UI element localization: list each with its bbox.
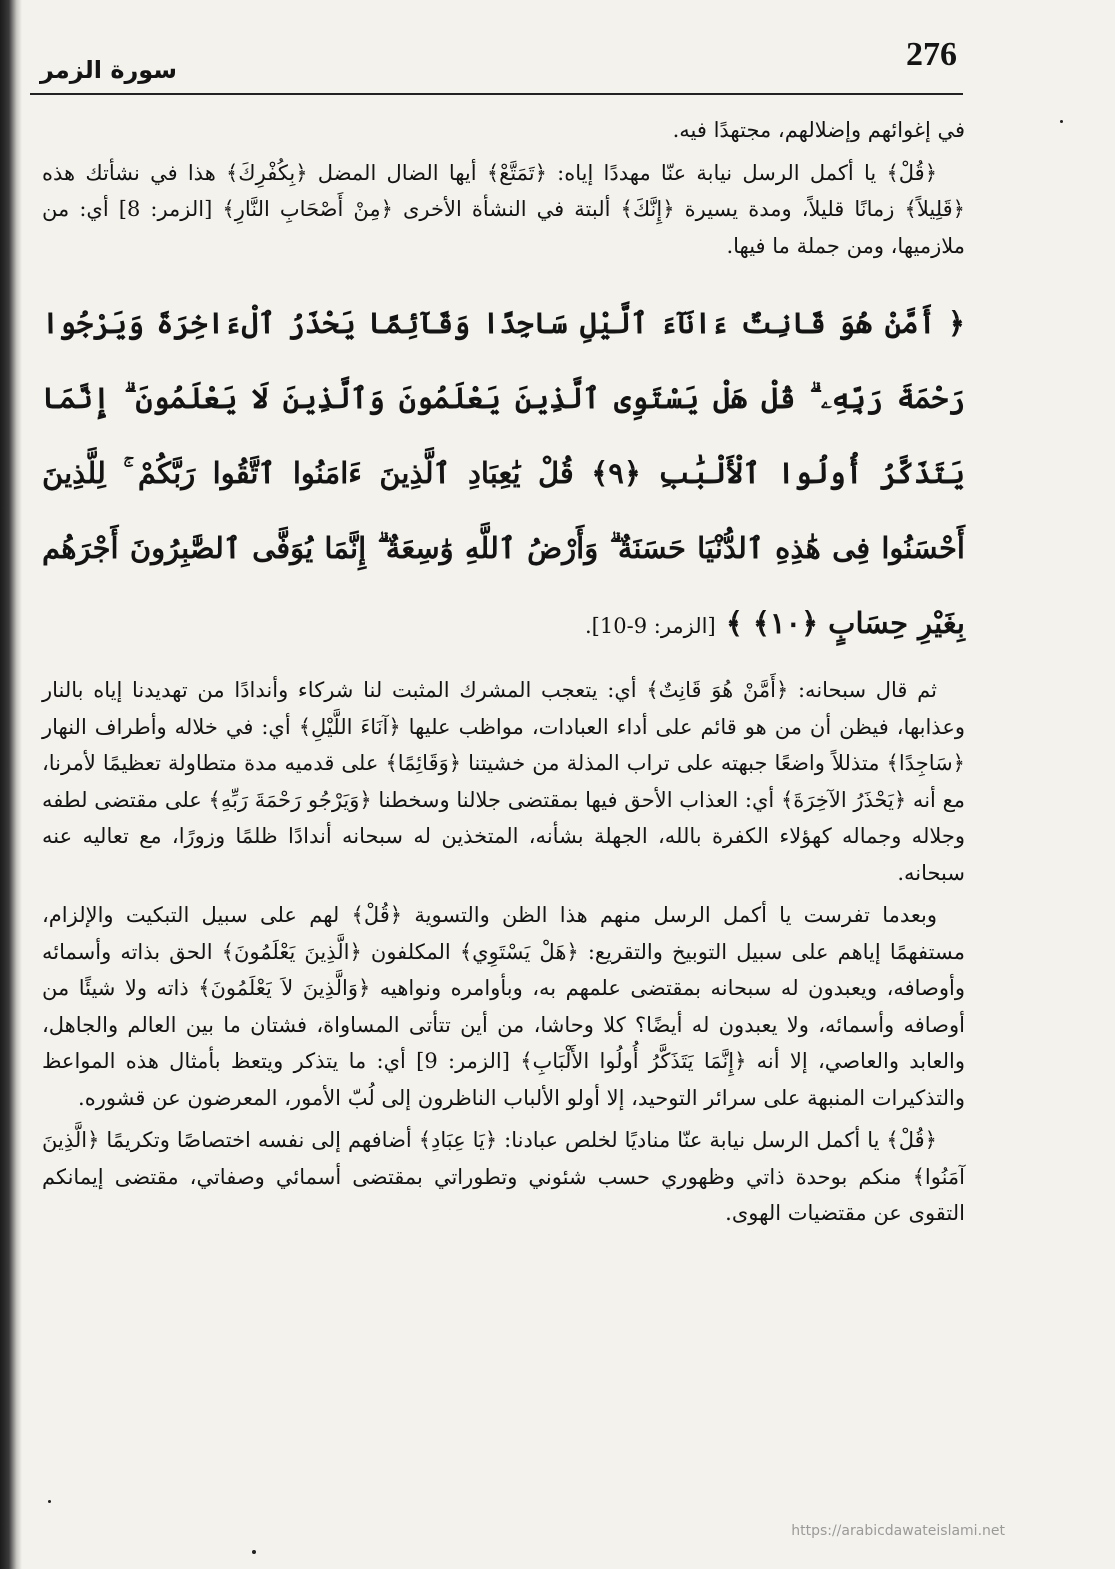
- scan-speck: [252, 1550, 256, 1554]
- paragraph-commentary: ثم قال سبحانه: ﴿أَمَّنْ هُوَ قَانِتٌ﴾ أي: يتعجب المشرك المثبت لنا شركاء وأندادًا من تهديدنا إياه بالنار وعذابها، فيظن أن من هو قائم على أداء العبادات، مواظب عليها ﴿آنَاءَ اللَّيْلِ﴾ أي: في خلاله وأطراف النهار ﴿سَاجِدًا﴾ متذللاً واضعًا جبهته على تراب المذلة من خشيتنا ﴿وَقَائِمًا﴾ على قدميه مدة متطاولة تعظيمًا لأمرنا، مع أنه ﴿يَحْذَرُ الآخِرَةَ﴾ أي: العذاب الأحق فيها بمقتضى جلالنا وسخطنا ﴿وَيَرْجُو رَحْمَةَ رَبِّهِ﴾ على مقتضى لطفه وجلاله وجماله كهؤلاء الكفرة بالله، الجهلة بشأنه، المتخذين له سبحانه أندادًا ظلمًا وزورًا، مع تعاليه عنه سبحانه.: [42, 678, 965, 885]
- paragraph-commentary: ﴿قُلْ﴾ يا أكمل الرسل نيابة عنّا مهددًا إياه: ﴿تَمَتَّعْ﴾ أيها الضال المضل ﴿بِكُفْرِكَ﴾ هذا في نشأتك هذه ﴿قَلِيلاً﴾ زمانًا قليلاً، ومدة يسيرة ﴿إِنَّكَ﴾ ألبتة في النشأة الأخرى ﴿مِنْ أَصْحَابِ النَّارِ﴾ [الزمر: 8] أي: من ملازميها، ومن جملة ما فيها.: [42, 160, 965, 258]
- quran-verse-block: [42, 286, 965, 664]
- header-divider: [30, 93, 963, 95]
- scan-speck: [1060, 120, 1063, 123]
- paragraph-continuation: في إغوائهم وإضلالهم، مجتهدًا فيه.: [672, 118, 965, 142]
- page-body: [42, 112, 965, 1232]
- watermark-url: https://arabicdawateislami.net: [791, 1523, 1005, 1539]
- surah-title: سورة الزمر: [40, 56, 177, 84]
- paragraph-commentary: وبعدما تفرست يا أكمل الرسل منهم هذا الظن والتسوية ﴿قُلْ﴾ لهم على سبيل التبكيت والإلزام، مستفهمًا إياهم على سبيل التوبيخ والتقريع: ﴿هَلْ يَسْتَوِي﴾ المكلفون ﴿الَّذِينَ يَعْلَمُونَ﴾ الحق بذاته وأسمائه وأوصافه، ويعبدون له سبحانه بمقتضى علمهم به، وبأوامره ونواهيه ﴿وَالَّذِينَ لاَ يَعْلَمُونَ﴾ ذاته ولا شيئًا من أوصافه وأسمائه، ولا يعبدون له أيضًا؟ كلا وحاشا، من أين تتأتى المساواة، فشتان ما بين العالم والجاهل، والعابد والعاصي، إلا أنه ﴿إِنَّمَا يَتَذَكَّرُ أُولُوا الأَلْبَابِ﴾ [الزمر: 9] أي: ما يتذكر ويتعظ بأمثال هذه المواعظ والتذكيرات المنبهة على سرائر التوحيد، إلا أولو الألباب الناظرون إلى لُبّ الأمور، المعرضون عن قشوره.: [42, 903, 965, 1110]
- paragraph-commentary: ﴿قُلْ﴾ يا أكمل الرسل نيابة عنّا مناديًا لخلص عبادنا: ﴿يَا عِبَادِ﴾ أضافهم إلى نفسه اختصاصًا وتكريمًا ﴿الَّذِينَ آمَنُوا﴾ منكم بوحدة ذاتي وظهوري حسب شئوني وتطوراتي بمقتضى أسمائي وصفاتي، مقتضى إيمانكم التقوى عن مقتضيات الهوى.: [42, 1128, 965, 1225]
- quran-verse-text: ﴿ أَمَّنْ هُوَ قَانِتٌ ءَانَآءَ ٱلَّيْلِ سَاجِدًا وَقَآئِمًا يَحْذَرُ ٱلْءَاخِرَةَ وَيَرْجُوا رَحْمَةَ رَبِّهِۦ ۗ قُلْ هَلْ يَسْتَوِى ٱلَّذِينَ يَعْلَمُونَ وَٱلَّذِينَ لَا يَعْلَمُونَ ۗ إِنَّمَا يَتَذَكَّرُ أُولُوا ٱلْأَلْبَٰبِ ﴿٩﴾ قُلْ يَٰعِبَادِ ٱلَّذِينَ ءَامَنُوا ٱتَّقُوا رَبَّكُمْ ۚ لِلَّذِينَ أَحْسَنُوا فِى هَٰذِهِ ٱلدُّنْيَا حَسَنَةٌ ۗ وَأَرْضُ ٱللَّهِ وَٰسِعَةٌ ۗ إِنَّمَا يُوَفَّى ٱلصَّٰبِرُونَ أَجْرَهُم بِغَيْرِ حِسَابٍ ﴿١٠﴾ ﴾: [42, 306, 965, 640]
- scan-speck: [48, 1500, 51, 1503]
- page-number: 276: [906, 36, 957, 73]
- verse-reference: [الزمر: 9-10].: [585, 614, 716, 638]
- scan-edge-shadow: [0, 0, 22, 1569]
